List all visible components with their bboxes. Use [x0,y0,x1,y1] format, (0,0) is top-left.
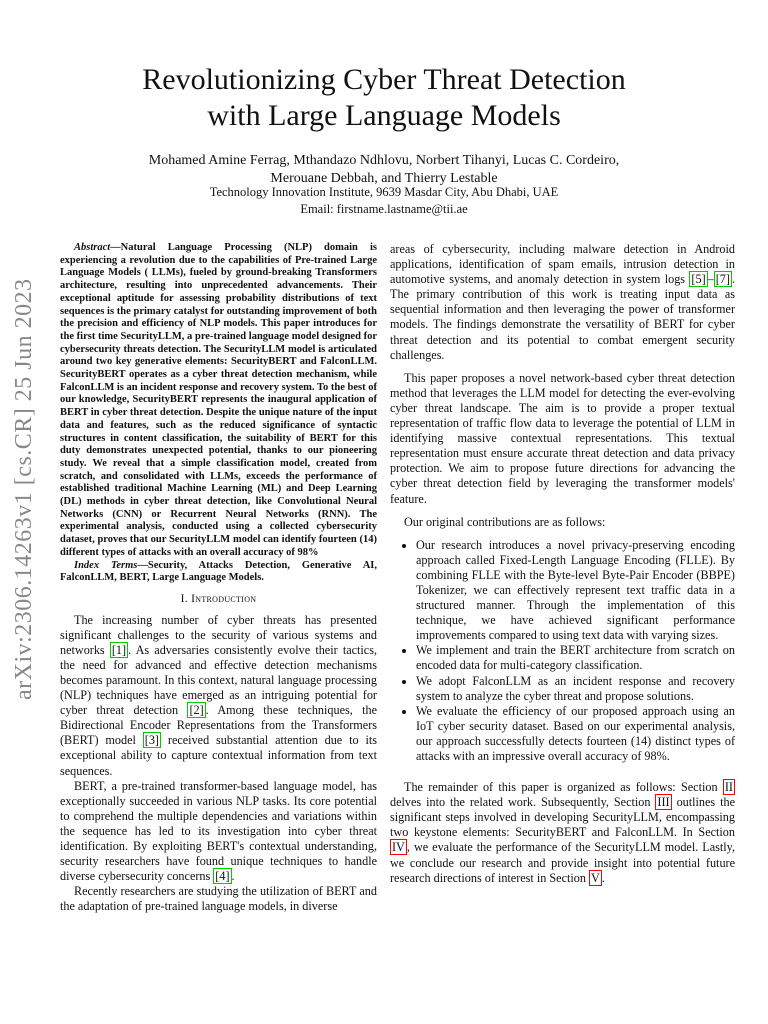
citation-link[interactable]: [5] [691,272,706,287]
contact-email: Email: firstname.lastname@tii.ae [300,202,468,216]
intro-paragraph-2 [60,779,377,885]
paragraph-gap [390,772,735,780]
arxiv-identifier-stamp[interactable]: arXiv:2306.14263v1 [cs.CR] 25 Jun 2023 [11,278,37,700]
paragraph-gap [390,363,735,371]
list-item: • We adopt FalconLLM as an incident response and recovery system to analyze the cyber threat and propose solutions. [416,674,735,704]
paper-title [60,62,708,134]
abstract-label: Abstract [74,242,111,253]
section-title: Introduction [191,592,257,605]
title-line-1: Revolutionizing Cyber Threat Detection [142,63,626,96]
text-run: . Among these techniques, the Bidirectional Encoder Representations from the Transformers (BERT) model [60,703,377,748]
section-reference-link[interactable]: III [657,795,670,810]
citation-link[interactable]: [2] [189,703,204,718]
intro-paragraph-3: Recently researchers are studying the utilization of BERT and the adaptation of pre-trained language models, in diverse [60,884,377,914]
section-reference-link[interactable]: V [591,870,600,885]
list-item: • We implement and train the BERT architecture from scratch on encoded data for multi-category classification. [416,643,735,673]
right-paragraph-4 [390,780,735,886]
text-run: received substantial attention due to its exceptional ability to capture contextual information from text sequences. [60,733,377,778]
section-reference-link[interactable]: II [724,780,733,795]
text-run: . [601,870,605,885]
list-item: • We evaluate the efficiency of our proposed approach using an IoT cyber security dataset. Based on our experimental analysis, our approach successfully detects fourteen (14) distinct types of attacks with an impressive overall accuracy of 98%. [416,704,735,764]
contributions-list [390,538,735,764]
right-paragraph-3: Our original contributions are as follows: [404,514,606,529]
citation-link[interactable]: [4] [215,869,230,884]
index-terms-label: Index Terms [74,559,138,571]
citation-link[interactable]: [7] [715,272,730,287]
text-run: BERT, a pre-trained transformer-based language model, has exceptionally succeeded in various NLP tasks. Its core potential to comprehend the multiple dependencies and variations within the sequence has led to its investigation into cyber threat identification. By exploiting BERT's contextual understanding, security researchers have found unique techniques to handle diverse cybersecurity concerns [60,778,377,884]
text-run: outlines the significant steps involved in developing SecurityLLM, encompassing two keystone elements: SecurityBERT and FalconLLM. In Section [390,795,736,840]
paragraph-gap [390,507,735,515]
text-run: areas of cybersecurity, including malware detection in Android applications, identification of spam emails, intrusion detection in automotive systems, and anomaly detection in system logs [390,242,735,287]
abstract [60,242,377,560]
author-list [80,152,688,188]
text-run: . As adversaries consistently evolve their tactics, the need for advanced and effective detection mechanisms becomes paramount. In this context, natural language processing (NLP) techniques have emerged as an intriguing potential for cyber threat detection [60,642,377,718]
list-item: • Our research introduces a novel privacy-preserving encoding approach called Fixed-Length Language Encoding (FLLE). By combining FLLE with the Byte-level Byte-Pair Encoder (BBPE) Tokenizer, we can effectively represent text traffic data in a structured manner. Through the implementation of this technique, we have achieved significant performance improvements compared to using text data with varying sizes. [416,538,735,644]
affiliation: Technology Innovation Institute, 9639 Masdar City, Abu Dhabi, UAE [209,185,559,199]
intro-paragraph-1 [60,613,377,779]
text-run: The remainder of this paper is organized as follows: Section [404,780,723,795]
right-column [390,242,735,886]
text-run: delves into the related work. Subsequently, Section [390,795,656,810]
section-reference-link[interactable]: IV [392,840,405,855]
text-run: – [707,272,714,287]
authors-line-1: Mohamed Amine Ferrag, Mthandazo Ndhlovu, Norbert Tihanyi, Lucas C. Cordeiro, [148,153,620,168]
right-paragraph-1 [390,242,735,363]
text-run: The increasing number of cyber threats has presented significant challenges to the security of various systems and networks [60,612,377,657]
title-line-2: with Large Language Models [207,99,561,132]
text-run: . [231,869,235,884]
index-terms [60,560,377,585]
right-paragraph-2: This paper proposes a novel network-based cyber threat detection method that leverages the LLM model for detecting the ever-evolving cyber threat landscape. The aim is to provide a proper textual representation of traffic flow data to leverage the potential of LLM in identifying massive contextual representations. This textual representation must ensure accurate threat detection and data privacy protection. We aim to propose future directions for advancing the cyber threat detection field by leveraging the transformer models' feature. [390,370,735,506]
section-number: I. [180,592,192,605]
authors-line-2: Merouane Debbah, and Thierry Lestable [270,171,498,186]
section-heading-introduction [60,593,377,607]
index-terms-text: —Security, Attacks Detection, Generative AI, FalconLLM, BERT, Large Language Models. [60,559,377,584]
text-run: . The primary contribution of this work is treating input data as sequential information and then leveraging the power of transformer models. The findings demonstrate the versatility of BERT for cyber threat detection and its potential to combat emergent security challenges. [390,272,735,362]
left-column [60,242,377,914]
citation-link[interactable]: [3] [144,733,159,748]
text-run: , we evaluate the performance of the SecurityLLM model. Lastly, we conclude our research and provide insight into potential future research directions of interest in Section [390,840,735,885]
citation-link[interactable]: [1] [111,642,127,657]
abstract-text: —Natural Language Processing (NLP) domain is experiencing a revolution due to the capabilities of Pre-trained Large Language Models ( LLMs), fueled by ground-breaking Transformers architecture, resulting into unprecedented advancements. Their exceptional aptitude for assessing probability distributions of text sequences is the primary catalyst for outstanding improvement of both the precision and efficiency of NLP models. This paper introduces for the first time SecurityLLM, a pre-trained language model designed for cybersecurity threats detection. The SecurityLLM model is articulated around two key generative elements: SecurityBERT and FalconLLM. SecurityBERT operates as a cyber threat detection mechanism, while FalconLLM is an incident response and recovery system. To the best of our knowledge, SecurityBERT represents the inaugural application of BERT in cyber threat detection. Despite the unique nature of the input data and features, such as the reduced significance of syntactic structures in content classification, the suitability of BERT for this duty demonstrates unexpected potential, thanks to our pioneering study. We reveal that a simple classification model, created from scratch, and consolidated with LLMs, exceeds the performance of established traditional Machine Learning (ML) and Deep Learning (DL) methods in cyber threat detection, like Convolutional Neural Networks (CNN) or Recurrent Neural Networks (RNN). The experimental analysis, conducted using a collected cybersecurity dataset, proves that our SecurityLLM model can identify fourteen (14) different types of attacks with an overall accuracy of 98% [60,242,377,558]
